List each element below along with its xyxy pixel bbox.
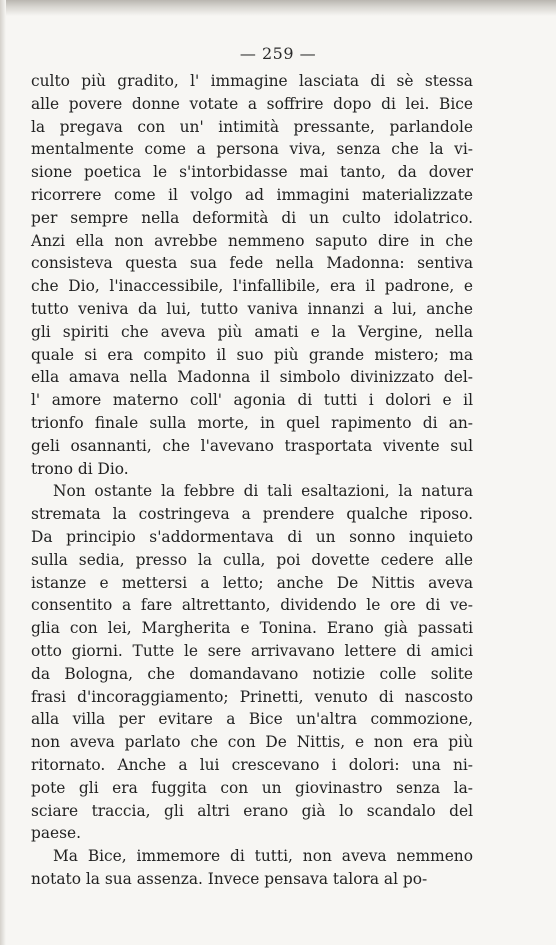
text-line: ritornato. Anche a lui crescevano i dolori: una ni- xyxy=(31,755,473,774)
text-line: paese. xyxy=(31,824,82,843)
text-line: notato la sua assenza. Invece pensava talora al po- xyxy=(31,869,428,888)
paragraph xyxy=(31,70,473,480)
page-left-shadow xyxy=(0,0,6,945)
text-line: istanze e mettersi a letto; anche De Nittis aveva xyxy=(31,573,473,592)
text-line: pote gli era fuggita con un giovinastro senza la- xyxy=(31,778,473,797)
text-line: che Dio, l'inaccessibile, l'infallibile, era il padrone, e xyxy=(31,277,473,296)
text-body xyxy=(31,70,473,891)
text-line: geli osannanti, che l'avevano trasportata vivente sul xyxy=(31,436,473,455)
text-line: tutto veniva da lui, tutto vaniva innanzi a lui, anche xyxy=(31,299,473,318)
text-line: culto più gradito, l' immagine lasciata di sè stessa xyxy=(31,72,473,90)
paragraph xyxy=(31,480,473,845)
text-line: alle povere donne votate a soffrire dopo di lei. Bice xyxy=(31,94,473,113)
text-line: trionfo finale sulla morte, in quel rapimento di an- xyxy=(31,413,473,432)
text-line: frasi d'incoraggiamento; Prinetti, venuto di nascosto xyxy=(31,687,473,706)
text-line: mentalmente come a persona viva, senza che la vi- xyxy=(31,140,473,159)
text-line: l' amore materno coll' agonia di tutti i dolori e il xyxy=(31,391,473,410)
text-line: glia con lei, Margherita e Tonina. Erano già passati xyxy=(31,619,473,638)
text-line: gli spiriti che aveva più amati e la Vergine, nella xyxy=(31,322,473,341)
page-number: — 259 — xyxy=(239,44,317,63)
text-line: Non ostante la febbre di tali esaltazioni, la natura xyxy=(53,482,473,501)
text-line: da Bologna, che domandavano notizie colle solite xyxy=(31,664,473,683)
paragraph xyxy=(31,845,473,891)
text-line: Ma Bice, immemore di tutti, non aveva nemmeno xyxy=(53,847,473,866)
text-line: per sempre nella deformità di un culto idolatrico. xyxy=(31,208,473,227)
text-line: consentito a fare altrettanto, dividendo le ore di ve- xyxy=(31,596,473,615)
text-line: non aveva parlato che con De Nittis, e non era più xyxy=(31,733,473,752)
text-line: sione poetica le s'intorbidasse mai tanto, da dover xyxy=(31,163,473,182)
text-line: sulla sedia, presso la culla, poi dovette cedere alle xyxy=(31,550,473,569)
page-top-shadow xyxy=(0,0,556,16)
text-line: quale si era compito il suo più grande mistero; ma xyxy=(31,345,473,364)
text-line: la pregava con un' intimità pressante, parlandole xyxy=(31,117,473,136)
text-line: Anzi ella non avrebbe nemmeno saputo dire in che xyxy=(31,231,473,250)
text-line: Da principio s'addormentava di un sonno inquieto xyxy=(31,527,473,546)
text-line: consisteva questa sua fede nella Madonna: sentiva xyxy=(31,254,473,273)
text-line: otto giorni. Tutte le sere arrivavano lettere di amici xyxy=(31,641,473,660)
text-line: ricorrere come il volgo ad immagini materializzate xyxy=(31,185,473,204)
text-line: alla villa per evitare a Bice un'altra commozione, xyxy=(31,710,473,729)
text-line: trono di Dio. xyxy=(31,459,129,478)
text-line: sciare traccia, gli altri erano già lo scandalo del xyxy=(31,801,473,820)
text-line: ella amava nella Madonna il simbolo divinizzato del- xyxy=(31,368,473,387)
text-line: stremata la costringeva a prendere qualche riposo. xyxy=(31,505,473,524)
